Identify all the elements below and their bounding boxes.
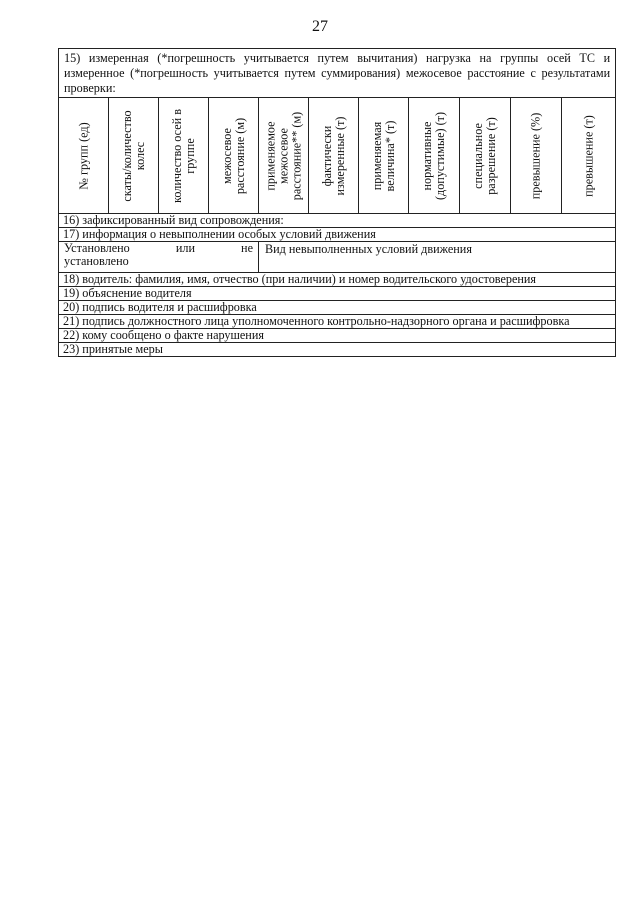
or-word: или [175, 241, 195, 255]
section-22-notified: 22) кому сообщено о факте нарушения [59, 329, 616, 343]
column-header-group-number: № групп (ед) [59, 98, 109, 214]
section-23-measures: 23) принятые меры [59, 343, 616, 357]
protocol-table [58, 48, 616, 357]
column-header-applied-axle-distance: применяемое межосевое расстояние** (м) [259, 98, 309, 214]
section-15-text: 15) измеренная (*погрешность учитывается путем вычитания) нагрузка на группы осей ТС и измеренное (*погрешность учитывается путем суммирования) межосевое расстояние с результатами проверки: [59, 49, 616, 98]
section-16-escort-type: 16) зафиксированный вид сопровождения: [59, 214, 616, 228]
section-19-driver-explanation: 19) объяснение водителя [59, 287, 616, 301]
column-header-axle-distance: межосевое расстояние (м) [209, 98, 259, 214]
section-20-driver-signature: 20) подпись водителя и расшифровка [59, 301, 616, 315]
column-header-excess-tons: превышение (т) [562, 98, 616, 214]
column-header-excess-percent: превышение (%) [511, 98, 562, 214]
established-or-not [59, 242, 259, 273]
section-18-driver: 18) водитель: фамилия, имя, отчество (при наличии) и номер водительского удостоверения [59, 273, 616, 287]
section-17-title: 17) информация о невыполнении особых условий движения [59, 228, 616, 242]
established-second-line: установлено [64, 254, 129, 268]
column-header-axles-in-group: количество осей в группе [159, 98, 209, 214]
column-header-applied-value: применяемая величина* (т) [359, 98, 409, 214]
violation-type-label: Вид невыполненных условий движения [259, 242, 616, 273]
established-word: Установлено [64, 241, 130, 255]
column-header-measured: фактически измеренные (т) [309, 98, 359, 214]
column-header-normative: нормативные (допустимые) (т) [409, 98, 460, 214]
column-header-special-permit: специальное разрешение (т) [460, 98, 511, 214]
not-word: не [241, 241, 253, 255]
page-number: 27 [312, 18, 328, 35]
section-21-official-signature: 21) подпись должностного лица уполномоченного контрольно-надзорного органа и расшифровка [59, 315, 616, 329]
load-table-header-row [59, 98, 616, 214]
column-header-wheels: скаты/количество колес [109, 98, 159, 214]
